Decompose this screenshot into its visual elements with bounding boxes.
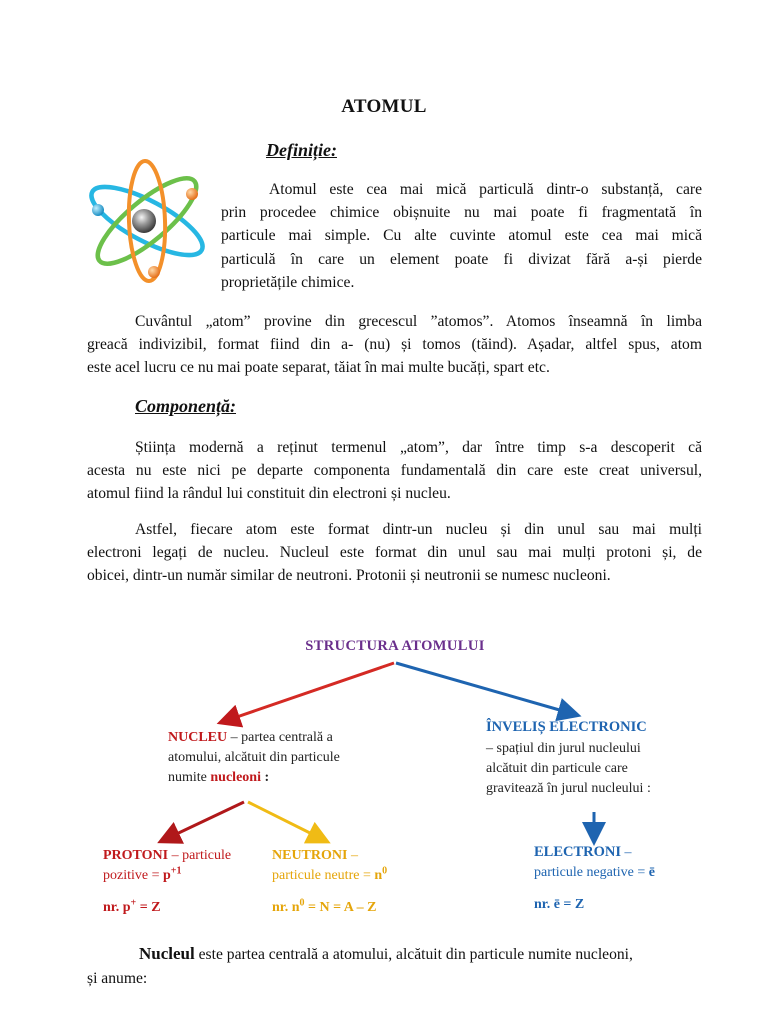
protons-block [103, 846, 273, 918]
neutron-charge: 0 [382, 865, 388, 877]
electrons-desc-2: particule negative = [534, 865, 649, 880]
neutrons-formula-rest: = N = A – Z [304, 900, 377, 915]
neutrons-name: NEUTRONI [272, 848, 348, 863]
closing-line-1: este partea centrală a atomului, alcătuit din particule numite nucleoni, [194, 946, 633, 963]
arrow-to-nucleus [228, 663, 394, 720]
electrons-name: ELECTRONI [534, 844, 622, 860]
components-heading: Componență: [135, 396, 237, 416]
closing-paragraph [87, 942, 707, 991]
shell-line-3: gravitează în jurul nucleului : [486, 781, 651, 796]
neutron-symbol: n [374, 868, 383, 883]
electrons-formula: nr. ē = Z [534, 897, 585, 912]
definition-line: proprietățile chimice. [221, 273, 355, 291]
nucleus-desc-1: – partea centrală a [227, 730, 333, 745]
proton-charge: +1 [170, 865, 182, 877]
closing-bold-word: Nucleul [139, 944, 195, 963]
definition-line: prin procedee chimice obișnuite nu mai poate fi fragmentată în [221, 204, 702, 222]
closing-line-2: și anume: [87, 970, 148, 987]
shell-name: ÎNVELIȘ ELECTRONIC [486, 719, 647, 735]
shell-block [486, 717, 716, 799]
protons-desc-1: – particule [168, 848, 232, 863]
electrons-desc-1: – [621, 845, 632, 860]
electron-symbol: ē [648, 865, 656, 880]
protons-formula-rest: = Z [136, 900, 161, 915]
protons-formula-sup: + [130, 897, 137, 909]
shell-line-2: alcătuit din particule care [486, 761, 628, 776]
neutrons-formula: nr. n [272, 900, 300, 915]
nucleus-name: NUCLEU [168, 730, 228, 745]
definition-line: particule mai simple. Cu alte cuvinte atomul este cea mai mică [221, 227, 702, 245]
definition-line: particulă în care un element poate fi divizat fără a-și pierde [221, 250, 702, 268]
etymology-line: este acel lucru ce nu mai poate separat, tăiat în mai multe bucăți, spart etc. [87, 359, 550, 377]
nucleus-colon: : [260, 770, 270, 785]
arrow-to-protons [168, 802, 244, 838]
neutrons-desc-2: particule neutre = [272, 868, 375, 883]
nucleus-desc-3: numite [168, 770, 211, 785]
components-line: Știința modernă a reținut termenul „atom”, dar între timp s-a descoperit că [135, 439, 702, 456]
etymology-line: Cuvântul „atom” provine din grecescul ”atomos”. Atomos înseamnă în limba [135, 313, 702, 330]
components-line: acesta nu este nici pe departe componenta fundamentală din care este creat universul, [87, 462, 702, 480]
nucleus-desc-2: atomului, alcătuit din particule [168, 750, 340, 765]
definition-line: Atomul este cea mai mică particulă dintr-o substanță, care [269, 181, 702, 198]
arrow-to-neutrons [248, 802, 320, 838]
neutrons-block [272, 846, 442, 918]
arrow-to-shell [396, 663, 570, 713]
components-line: Astfel, fiecare atom este format dintr-un nucleu și din unul sau mai mulți [135, 521, 702, 538]
diagram-title: STRUCTURA ATOMULUI [305, 638, 485, 654]
components-line: atomul fiind la rândul lui constituit din electroni și nucleu. [87, 485, 451, 503]
protons-formula: nr. p [103, 900, 131, 915]
protons-desc-2: pozitive = [103, 868, 163, 883]
shell-line-1: – spațiul din jurul nucleului [486, 741, 641, 756]
electrons-block [534, 842, 714, 915]
neutrons-desc-1: – [347, 848, 358, 863]
definition-heading: Definiție: [266, 140, 337, 160]
etymology-line: greacă indivizibil, format fiind din a- (nu) și tomos (tăind). Așadar, altfel spus, atom [87, 336, 702, 354]
components-line: electroni legați de nucleu. Nucleul este format din unul sau mai mulți protoni și, de [87, 544, 702, 562]
components-line: obicei, dintr-un număr similar de neutroni. Protonii și neutronii se numesc nucleoni. [87, 567, 611, 585]
nucleus-block [168, 728, 378, 788]
proton-symbol: p [163, 868, 171, 883]
neutrons-formula-sup: 0 [299, 897, 305, 909]
page-title: ATOMUL [341, 96, 427, 117]
protons-name: PROTONI [103, 848, 169, 863]
nucleons-label: nucleoni [210, 770, 261, 785]
